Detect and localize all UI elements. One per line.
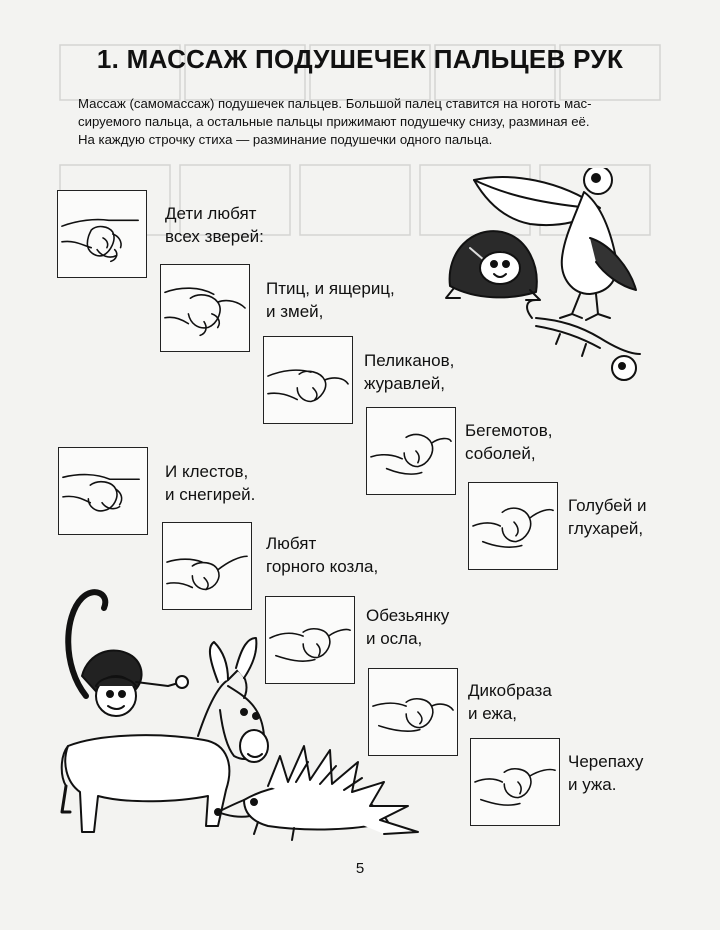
verse-3-line-1: Пеликанов,: [364, 351, 455, 370]
verse-1-line-2: всех зверей:: [165, 227, 264, 246]
intro-text: [78, 95, 648, 149]
intro-line-2: сируемого пальца, а остальные пальцы прижимают подушечку снизу, разминая её.: [78, 114, 590, 129]
verse-7: [266, 532, 378, 578]
verse-8-line-2: и осла,: [366, 629, 423, 648]
verse-4-line-2: соболей,: [465, 444, 536, 463]
verse-5-line-1: Голубей и: [568, 496, 647, 515]
hand-massage-illustration: [160, 264, 250, 352]
hand-massage-illustration: [57, 190, 147, 278]
verse-5: [568, 494, 646, 540]
hand-massage-illustration: [58, 447, 148, 535]
verse-6-line-2: и снегирей.: [165, 485, 256, 504]
hand-massage-illustration: [366, 407, 456, 495]
intro-line-3: На каждую строчку стиха — разминание подушечки одного пальца.: [78, 132, 493, 147]
verse-2-line-2: и змей,: [266, 302, 324, 321]
verse-6: [165, 460, 255, 506]
pelican-turtle-lizard-illustration: [440, 168, 645, 383]
verse-3-line-2: журавлей,: [364, 374, 446, 393]
verse-7-line-2: горного козла,: [266, 557, 379, 576]
page-title: 1. МАССАЖ ПОДУШЕЧЕК ПАЛЬЦЕВ РУК: [96, 44, 624, 74]
verse-10-line-1: Черепаху: [568, 752, 644, 771]
verse-4: [465, 419, 552, 465]
page-number: 5: [355, 860, 365, 877]
monkey-donkey-hedgehog-illustration: [58, 586, 478, 848]
verse-4-line-1: Бегемотов,: [465, 421, 553, 440]
verse-9-line-1: Дикобраза: [468, 681, 552, 700]
hand-massage-illustration: [470, 738, 560, 826]
verse-1-line-1: Дети любят: [165, 204, 257, 223]
intro-line-1: Массаж (самомассаж) подушечек пальцев. Большой палец ставится на ноготь мас-: [78, 96, 592, 111]
verse-10: [568, 750, 643, 796]
verse-2: [266, 277, 395, 323]
verse-10-line-2: и ужа.: [568, 775, 617, 794]
verse-2-line-1: Птиц, и ящериц,: [266, 279, 395, 298]
verse-6-line-1: И клестов,: [165, 462, 249, 481]
verse-9-line-2: и ежа,: [468, 704, 518, 723]
verse-9: [468, 679, 552, 725]
verse-5-line-2: глухарей,: [568, 519, 644, 538]
verse-7-line-1: Любят: [266, 534, 317, 553]
verse-1: [165, 202, 264, 248]
verse-8-line-1: Обезьянку: [366, 606, 450, 625]
hand-massage-illustration: [263, 336, 353, 424]
hand-massage-illustration: [468, 482, 558, 570]
